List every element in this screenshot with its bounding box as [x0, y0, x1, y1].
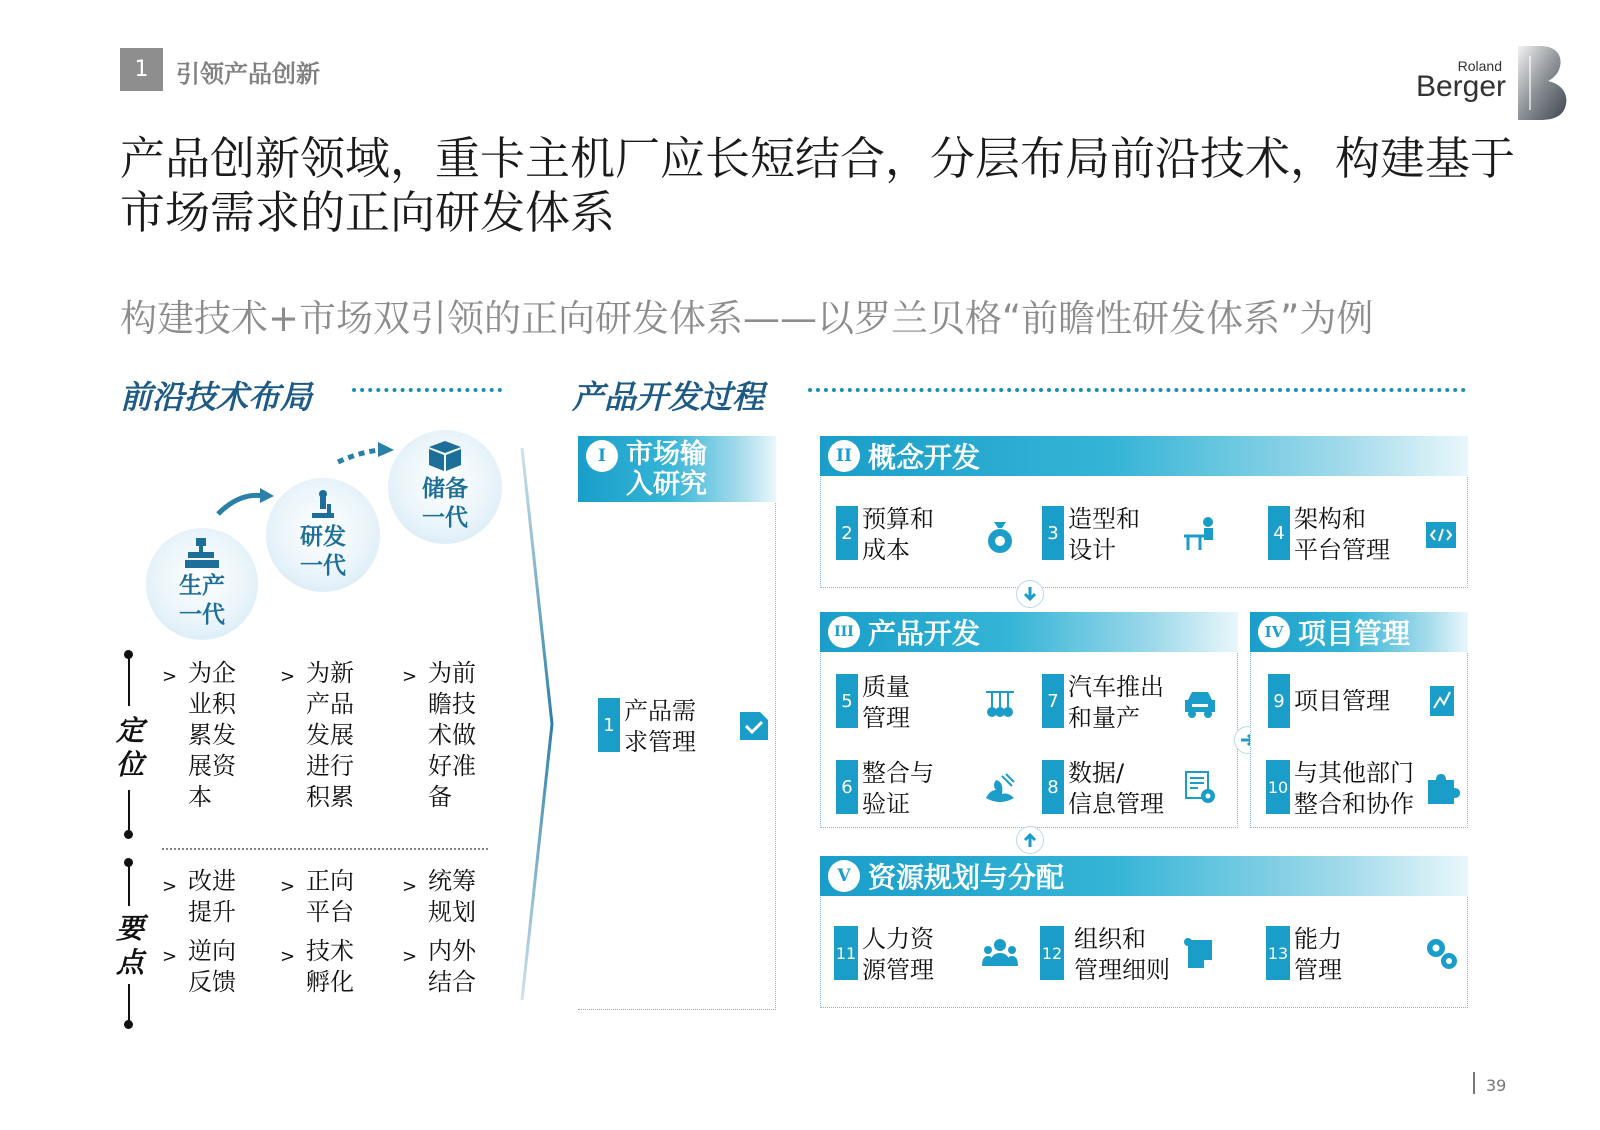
chevron-right-icon: > [162, 946, 178, 967]
phase-title: 项目管理 [1298, 617, 1411, 650]
puzzle-icon [1424, 770, 1460, 806]
roman-numeral-badge: I [586, 440, 618, 472]
item-label: 汽车推出 和量产 [1068, 673, 1164, 732]
logo-b-mark-icon [1514, 44, 1570, 122]
chevron-right-icon: > [162, 876, 178, 897]
item-label: 预算和 成本 [862, 505, 934, 564]
item-label: 人力资 源管理 [862, 925, 934, 984]
item-label: 组织和 管理细则 [1074, 925, 1170, 984]
right-section-heading: 产品开发过程 [572, 378, 765, 416]
bubble-label: 储备 一代 [422, 476, 468, 531]
bubble-label: 生产 一代 [179, 573, 225, 628]
left-heading-dotline [352, 388, 502, 392]
page-number: 39 [1486, 1076, 1507, 1095]
bracket-line [128, 984, 130, 1024]
code-icon [1424, 518, 1460, 554]
microscope-icon [306, 489, 340, 519]
item-number: 4 [1268, 506, 1290, 560]
positioning-label: 定 位 [115, 714, 144, 781]
divider [162, 848, 488, 850]
phase-title: 产品开发 [868, 617, 981, 650]
key-point-item: 改进 提升 [188, 867, 236, 926]
phase-title: 概念开发 [868, 441, 981, 474]
key-point-item: 技术 孵化 [306, 937, 354, 996]
key-points-label: 要 点 [115, 912, 144, 979]
data-gear-icon [1182, 770, 1218, 806]
phase-5-header [820, 856, 1468, 896]
key-point-item: 逆向 反馈 [188, 937, 236, 996]
chevron-right-icon: > [402, 946, 418, 967]
car-icon [1182, 686, 1218, 722]
item-label: 数据/ 信息管理 [1068, 759, 1164, 818]
roland-berger-logo [1406, 44, 1570, 122]
handshake-icon [736, 708, 772, 744]
section-divider-chevron [514, 444, 564, 1004]
chevron-right-icon: > [402, 666, 418, 687]
phase-title: 市场输 入研究 [626, 439, 707, 500]
item-number: 8 [1042, 760, 1064, 814]
chevron-right-icon: > [280, 876, 296, 897]
item-label: 能力 管理 [1294, 925, 1342, 984]
item-label: 项目管理 [1294, 687, 1390, 715]
page-subtitle: 构建技术+市场双引领的正向研发体系——以罗兰贝格“前瞻性研发体系”为例 [120, 297, 1374, 340]
item-number: 9 [1268, 674, 1290, 728]
people-icon [982, 936, 1018, 972]
bracket-line [128, 790, 130, 834]
item-number: 1 [598, 698, 620, 752]
left-section-heading: 前沿技术布局 [120, 378, 313, 416]
page-title: 产品创新领域，重卡主机厂应长短结合，分层布局前沿技术，构建基于市场需求的正向研发体系 [120, 132, 1516, 239]
chart-doc-icon [1424, 684, 1460, 720]
section-title: 引领产品创新 [176, 60, 320, 88]
scales-icon [982, 686, 1018, 722]
logo-berger-text: Berger [1415, 70, 1506, 103]
box-icon [428, 441, 462, 471]
item-label: 产品需 求管理 [624, 697, 696, 756]
up-arrow-icon [1016, 826, 1044, 854]
key-point-item: 内外 结合 [428, 937, 476, 996]
roman-numeral-badge: III [828, 616, 860, 648]
item-number: 11 [834, 926, 858, 980]
factory-icon [185, 538, 219, 568]
swan-icon [982, 772, 1018, 808]
item-label: 质量 管理 [862, 673, 910, 732]
item-label: 与其他部门 整合和协作 [1294, 759, 1414, 818]
right-heading-dotline [808, 388, 1466, 392]
item-number: 10 [1266, 760, 1290, 814]
bracket-dot [124, 1020, 133, 1029]
designer-desk-icon [1182, 516, 1218, 552]
key-point-item: 统筹 规划 [428, 867, 476, 926]
bubble-label: 研发 一代 [300, 524, 346, 579]
gears-icon [1424, 936, 1460, 972]
section-number: 1 [120, 48, 163, 91]
phase-title: 资源规划与分配 [868, 861, 1065, 894]
chevron-right-icon: > [280, 666, 296, 687]
phase-4-header [1250, 612, 1468, 652]
item-number: 2 [836, 506, 858, 560]
item-number: 6 [836, 760, 858, 814]
bubble-production-generation [146, 528, 258, 640]
item-label: 整合与 验证 [862, 759, 934, 818]
item-number: 7 [1042, 674, 1064, 728]
roman-numeral-badge: IV [1258, 616, 1290, 648]
item-number: 5 [836, 674, 858, 728]
chevron-right-icon: > [280, 946, 296, 967]
item-number: 3 [1042, 506, 1064, 560]
bracket-line [128, 656, 130, 706]
money-bag-icon [982, 518, 1018, 554]
page-number-bar [1473, 1072, 1475, 1094]
phase-2-header [820, 436, 1468, 476]
note-icon [1182, 936, 1218, 972]
bracket-line [128, 864, 130, 906]
positioning-item: 为企 业积 累发 展资 本 [188, 659, 236, 811]
item-label: 造型和 设计 [1068, 505, 1140, 564]
chevron-right-icon: > [162, 666, 178, 687]
item-label: 架构和 平台管理 [1294, 505, 1390, 564]
logo-roland-text: Roland [1457, 58, 1502, 74]
phase-3-header [820, 612, 1238, 652]
item-number: 12 [1040, 926, 1064, 980]
roman-numeral-badge: V [828, 860, 860, 892]
positioning-item: 为前 瞻技 术做 好准 备 [428, 659, 476, 811]
phase-1-header [578, 436, 776, 502]
item-number: 13 [1266, 926, 1290, 980]
chevron-right-icon: > [402, 876, 418, 897]
positioning-item: 为新 产品 发展 进行 积累 [306, 659, 354, 811]
bubble-rnd-generation [266, 478, 380, 592]
roman-numeral-badge: II [828, 440, 860, 472]
key-point-item: 正向 平台 [306, 867, 354, 926]
down-arrow-icon [1016, 580, 1044, 608]
bracket-dot [124, 830, 133, 839]
bubble-reserve-generation [388, 430, 502, 544]
